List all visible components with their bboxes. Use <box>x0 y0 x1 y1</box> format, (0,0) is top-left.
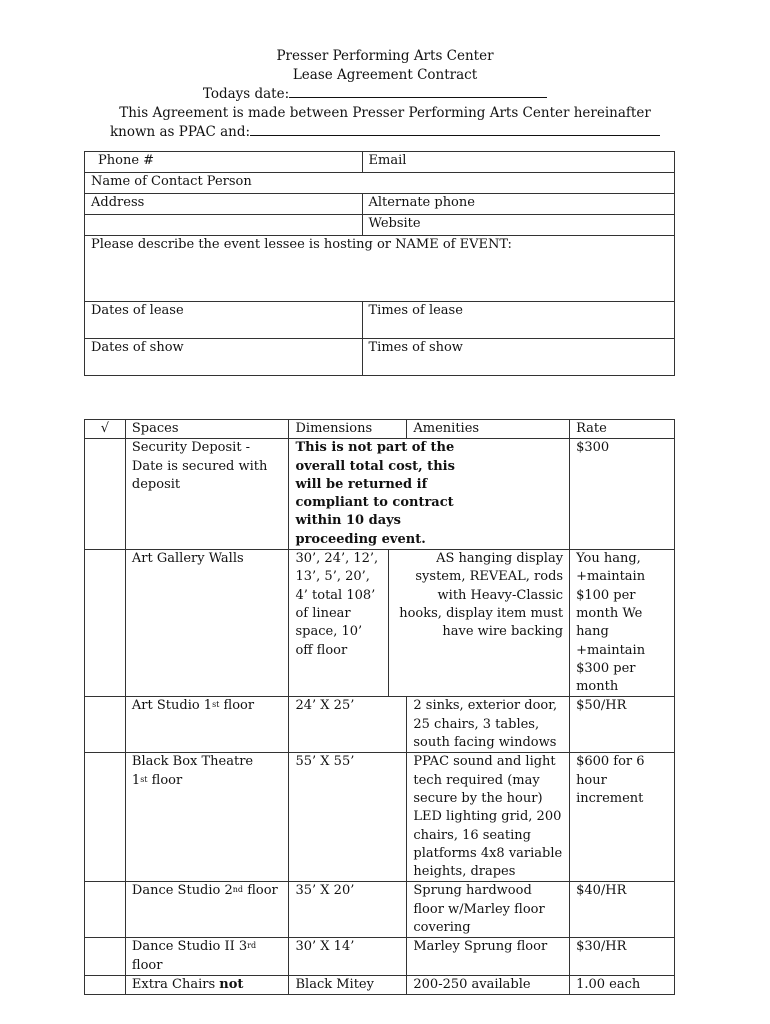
amenities-dance-studio-ii: Marley Sprung floor <box>407 938 570 976</box>
space-black-box-title: Black Box Theatre <box>131 754 254 770</box>
rate-deposit: $300 <box>570 439 675 550</box>
alt-phone-label: Alternate phone <box>368 195 475 210</box>
address-label: Address <box>91 195 145 210</box>
dimensions-gallery: 30’, 24’, 12’, 13’, 5’, 20’, 4’ total 108’ of linear space, 10’ off floor <box>289 550 389 697</box>
space-dance-studio-ii <box>125 938 289 976</box>
table-header-row <box>85 420 675 439</box>
phone-cell[interactable] <box>85 152 363 173</box>
check-box-black-box[interactable] <box>85 753 126 882</box>
check-box-dance-studio[interactable] <box>85 882 126 938</box>
date-line <box>0 84 770 104</box>
times-show-cell[interactable] <box>362 339 674 376</box>
alt-phone-cell[interactable] <box>362 194 674 215</box>
space-dance-studio-floor: floor <box>243 883 278 899</box>
times-lease-label: Times of lease <box>368 303 463 318</box>
amenities-gallery: AS hanging display system, REVEAL, rods with Heavy-Classic hooks, display item must have wire backing <box>389 550 570 697</box>
space-black-box-floor: floor <box>147 772 183 788</box>
dimensions-header: Dimensions <box>289 420 407 439</box>
rate-gallery: You hang, +maintain $100 per month We hang +maintain $300 per month <box>570 550 675 697</box>
rate-extra-chairs: 1.00 each <box>570 975 675 994</box>
contact-name-cell[interactable] <box>85 173 675 194</box>
check-box-art-studio[interactable] <box>85 697 126 753</box>
dates-show-label: Dates of show <box>91 340 184 355</box>
address-cont-cell[interactable] <box>85 215 363 236</box>
table-row <box>85 439 675 550</box>
rate-black-box: $600 for 6 hour increment <box>570 753 675 882</box>
document-header <box>0 47 770 142</box>
rate-dance-studio: $40/HR <box>570 882 675 938</box>
dates-lease-label: Dates of lease <box>91 303 184 318</box>
dimensions-extra-chairs: Black Mitey <box>289 975 407 994</box>
amenities-art-studio: 2 sinks, exterior door, 25 chairs, 3 tables, south facing windows <box>407 697 570 753</box>
email-cell[interactable] <box>362 152 674 173</box>
space-dance-studio-ii-floor: floor <box>131 957 163 973</box>
check-box-extra-chairs[interactable] <box>85 975 126 994</box>
times-show-label: Times of show <box>368 340 463 355</box>
table-row <box>85 938 675 976</box>
dimensions-dance-studio-ii: 30’ X 14’ <box>289 938 407 976</box>
org-name: Presser Performing Arts Center <box>276 48 494 64</box>
space-extra-chairs-emphasis: not <box>219 976 244 992</box>
spaces-table <box>84 419 675 995</box>
dates-show-cell[interactable] <box>85 339 363 376</box>
dimensions-art-studio: 24’ X 25’ <box>289 697 407 753</box>
ordinal-suffix: nd <box>232 885 244 895</box>
rate-header: Rate <box>570 420 675 439</box>
agreement-line-1: This Agreement is made between Presser Performing Arts Center hereinafter <box>119 104 651 121</box>
table-row <box>85 697 675 753</box>
ppac-label: known as PPAC and: <box>109 124 251 140</box>
rate-dance-studio-ii: $30/HR <box>570 938 675 976</box>
spaces-header: Spaces <box>125 420 289 439</box>
contact-name-label: Name of Contact Person <box>91 174 252 189</box>
space-dance-studio-ii-text: Dance Studio II 3 <box>131 939 248 955</box>
ordinal-suffix: st <box>140 774 148 784</box>
amenities-extra-chairs: 200-250 available <box>407 975 570 994</box>
ordinal-suffix: st <box>212 700 220 710</box>
email-label: Email <box>368 153 407 168</box>
phone-label: Phone # <box>98 153 155 168</box>
space-dance-studio <box>125 882 289 938</box>
deposit-note: This is not part of the overall total cost, this will be returned if compliant to contract within 10 days proceeding event. <box>289 439 570 550</box>
table-row <box>85 550 675 697</box>
dates-lease-cell[interactable] <box>85 302 363 339</box>
dimensions-dance-studio: 35’ X 20’ <box>289 882 407 938</box>
table-row <box>85 753 675 882</box>
table-row <box>85 975 675 994</box>
document-title: Lease Agreement Contract <box>292 66 478 83</box>
space-dance-studio-text: Dance Studio 2 <box>131 883 233 899</box>
amenities-dance-studio: Sprung hardwood floor w/Marley floor covering <box>407 882 570 938</box>
date-blank[interactable] <box>289 84 547 98</box>
check-box-gallery[interactable] <box>85 550 126 697</box>
check-header: √ <box>85 420 126 439</box>
space-extra-chairs-text: Extra Chairs <box>131 976 220 992</box>
times-lease-cell[interactable] <box>362 302 674 339</box>
space-deposit: Security Deposit - Date is secured with deposit <box>125 439 289 550</box>
contact-table <box>84 151 675 376</box>
agreement-line-2 <box>0 122 770 142</box>
check-box-deposit[interactable] <box>85 439 126 550</box>
space-art-studio-text: Art Studio 1 <box>131 698 213 714</box>
website-cell[interactable] <box>362 215 674 236</box>
amenities-header: Amenities <box>407 420 570 439</box>
space-extra-chairs <box>125 975 289 994</box>
event-description-cell[interactable] <box>85 236 675 302</box>
ordinal-suffix: rd <box>247 941 257 951</box>
rate-art-studio: $50/HR <box>570 697 675 753</box>
dimensions-black-box: 55’ X 55’ <box>289 753 407 882</box>
space-art-studio-floor: floor <box>219 698 255 714</box>
check-box-dance-studio-ii[interactable] <box>85 938 126 976</box>
date-label: Todays date: <box>202 86 290 102</box>
space-gallery: Art Gallery Walls <box>125 550 289 697</box>
event-description-label: Please describe the event lessee is hosting or NAME of EVENT: <box>91 237 512 252</box>
website-label: Website <box>368 216 421 231</box>
space-black-box-num: 1 <box>131 772 141 788</box>
table-row <box>85 882 675 938</box>
amenities-black-box: PPAC sound and light tech required (may secure by the hour) LED lighting grid, 200 chairs, 16 seating platforms 4x8 variable heights, drapes <box>407 753 570 882</box>
space-black-box <box>125 753 289 882</box>
lessee-name-blank[interactable] <box>250 122 660 136</box>
address-cell[interactable] <box>85 194 363 215</box>
space-art-studio <box>125 697 289 753</box>
